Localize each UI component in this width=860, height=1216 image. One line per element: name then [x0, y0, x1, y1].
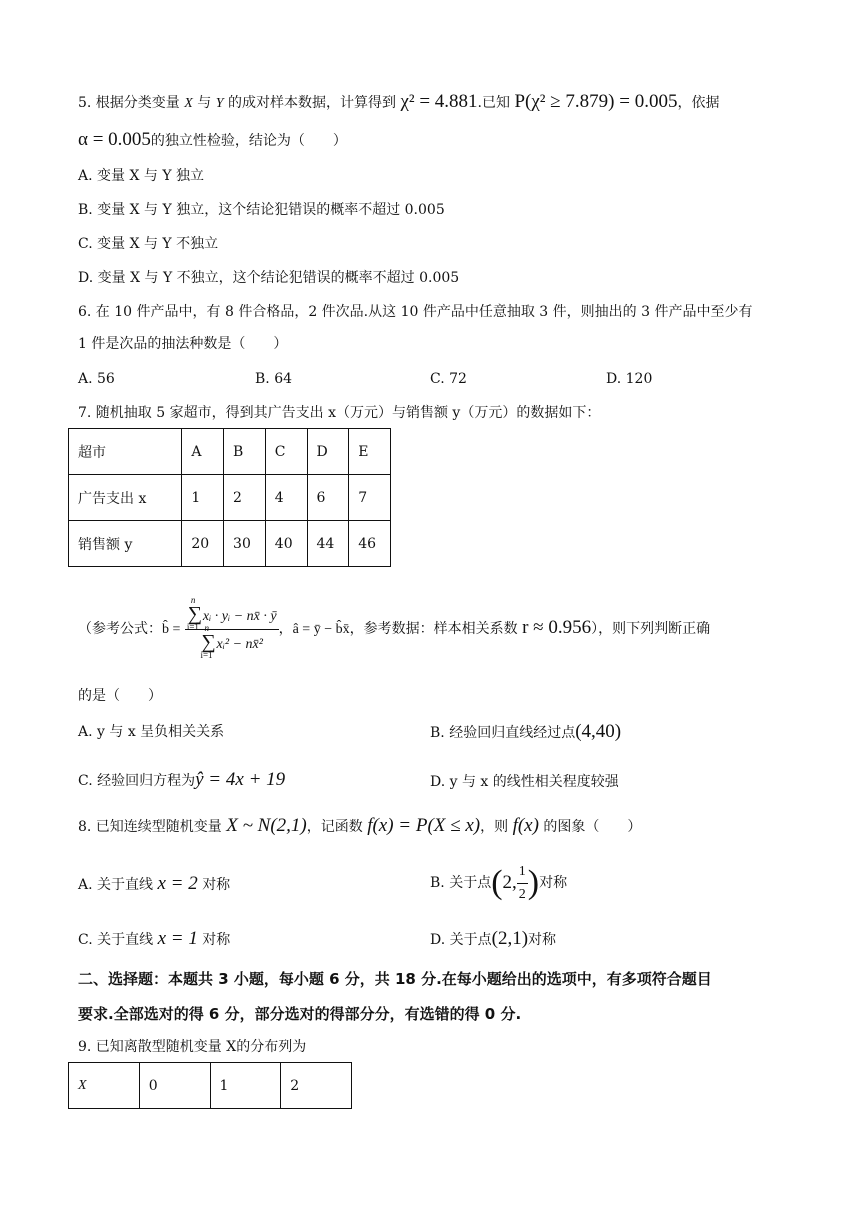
table-cell: 30 [224, 521, 266, 567]
q6-option-d: D. 120 [606, 371, 653, 387]
point-expr: (4,40) [575, 721, 622, 742]
table-cell: 销售额 y [69, 521, 182, 567]
table-cell: D [307, 429, 349, 475]
q5-option-c: C. 变量 X 与 Y 不独立 [78, 236, 219, 252]
q8-text: 的图象（ ） [538, 819, 642, 835]
formula-text: ），则下列判断正确 [591, 621, 711, 637]
probability-expr: P(χ² ≥ 7.879) = 0.005 [514, 91, 678, 112]
table-cell: A [182, 429, 224, 475]
sum-lower: i=1 [186, 621, 199, 632]
q6-line1: 6. 在 10 件产品中，有 8 件合格品，2 件次品.从这 10 件产品中任意抽取 3 件，则抽出的 3 件产品中至少有 [78, 304, 753, 320]
table-cell: 2 [224, 475, 266, 521]
option-text: C. 经验回归方程为 [78, 773, 196, 789]
sum-lower: i=1 [200, 649, 213, 660]
q8-option-a [78, 874, 230, 895]
table-cell: 46 [349, 521, 391, 567]
fraction-numerator: 1 [517, 863, 528, 884]
table-cell: 超市 [69, 429, 182, 475]
q5-line1 [78, 92, 719, 114]
table-cell: 20 [182, 521, 224, 567]
table-cell: 1 [182, 475, 224, 521]
q7-formula-line [78, 594, 711, 662]
option-text: D. 关于点 [430, 932, 492, 948]
q5-text: 5. 根据分类变量 [78, 95, 185, 111]
table-cell: 1 [210, 1063, 281, 1109]
var-x: X [184, 96, 193, 111]
q8-text: 8. 已知连续型随机变量 [78, 819, 227, 835]
sum-symbol: ∑ n i=1 [186, 594, 202, 632]
q8-option-b: B. 关于点(2, $\frac{1}{2}$ )对称 [430, 863, 568, 902]
option-text: C. 关于直线 [78, 932, 154, 948]
sum-symbol: ∑ n i=1 [200, 622, 216, 660]
section2-heading-line1: 二、选择题：本题共 3 小题，每小题 6 分，共 18 分.在每小题给出的选项中，有多项符合题目 [78, 970, 712, 988]
formula-text: ，参考数据：样本相关系数 [349, 621, 523, 637]
line-equation: x = 1 [157, 928, 198, 949]
sum-upper: n [190, 594, 196, 605]
table-cell: 44 [307, 521, 349, 567]
q5-line2 [78, 130, 347, 151]
q6-option-a: A. 56 [78, 371, 115, 387]
q7-data-table [68, 428, 391, 567]
q5-option-b: B. 变量 X 与 Y 独立，这个结论犯错误的概率不超过 0.005 [78, 202, 445, 218]
formula-prefix: （参考公式： [78, 621, 162, 637]
denominator-expr: xᵢ² − nx̄² [216, 636, 263, 652]
b-hat-fraction [185, 594, 279, 660]
symmetric-text: 对称 [528, 932, 557, 948]
table-cell: 6 [307, 475, 349, 521]
correlation-r: r ≈ 0.956 [522, 617, 592, 638]
q8-text: ，记函数 [306, 819, 368, 835]
table-cell: 2 [281, 1063, 352, 1109]
option-text: B. 经验回归直线经过点 [430, 725, 576, 741]
table-row [69, 475, 391, 521]
table-cell: B [224, 429, 266, 475]
q8-line1 [78, 816, 641, 837]
function-name: f(x) [512, 815, 539, 836]
q6-option-b: B. 64 [255, 371, 293, 387]
symmetric-text: 对称 [202, 932, 231, 948]
q8-option-c [78, 929, 230, 950]
option-text: A. 关于直线 [78, 877, 154, 893]
q5-text: .已知 [477, 95, 515, 111]
point-expr: 2, [502, 872, 517, 893]
table-cell: X [69, 1063, 140, 1109]
table-row [69, 521, 391, 567]
distribution-expr: X ~ N(2,1) [226, 815, 307, 836]
sum-upper: n [204, 622, 209, 633]
chi-square-value: χ² = 4.881 [400, 91, 478, 112]
half-fraction [517, 863, 528, 904]
q7-option-c [78, 770, 285, 791]
q5-text: 的成对样本数据，计算得到 [223, 95, 401, 111]
q7-line3: 的是（ ） [78, 688, 162, 704]
q5-option-d: D. 变量 X 与 Y 不独立，这个结论犯错误的概率不超过 0.005 [78, 270, 460, 286]
numerator-expr: xᵢ · yᵢ − nx̄ · ȳ [202, 608, 277, 624]
q5-text: 的独立性检验，结论为（ ） [150, 133, 347, 149]
q5-option-a: A. 变量 X 与 Y 独立 [78, 168, 205, 184]
table-row [69, 1063, 352, 1109]
table-cell: 4 [265, 475, 307, 521]
regression-equation: ŷ = 4x + 19 [195, 769, 286, 790]
section2-heading-line2: 要求.全部选对的得 6 分，部分选对的得部分分，有选错的得 0 分. [78, 1005, 522, 1023]
q5-text: ，依据 [677, 95, 720, 111]
table-cell: 广告支出 x [69, 475, 182, 521]
alpha-expr: α = 0.005 [78, 129, 151, 150]
function-expr: f(x) = P(X ≤ x) [367, 815, 481, 836]
q6-option-c: C. 72 [430, 371, 467, 387]
table-cell: 40 [265, 521, 307, 567]
table-cell: 0 [139, 1063, 210, 1109]
line-equation: x = 2 [157, 873, 198, 894]
point-expr: (2,1) [491, 928, 529, 949]
fraction-numerator [185, 594, 279, 632]
q7-line1: 7. 随机抽取 5 家超市，得到其广告支出 x（万元）与销售额 y（万元）的数据如下： [78, 405, 601, 421]
q9-distribution-table [68, 1062, 352, 1109]
table-cell: E [349, 429, 391, 475]
q7-option-b [430, 722, 621, 743]
symmetric-text: 对称 [539, 875, 568, 891]
q8-option-d [430, 929, 556, 950]
option-text: B. 关于点 [430, 875, 492, 891]
q7-option-a: A. y 与 x 呈负相关关系 [78, 724, 225, 740]
q9-line1: 9. 已知离散型随机变量 X的分布列为 [78, 1039, 307, 1055]
q8-text: ，则 [480, 819, 513, 835]
table-cell: 7 [349, 475, 391, 521]
table-row [69, 429, 391, 475]
q6-line2: 1 件是次品的抽法种数是（ ） [78, 336, 288, 352]
fraction-denominator: 2 [518, 886, 526, 902]
fraction-denominator [185, 622, 279, 660]
a-hat-expr: ，â = ȳ − b̂x̄ [278, 622, 350, 637]
table-cell: C [265, 429, 307, 475]
symmetric-text: 对称 [202, 877, 231, 893]
q5-text: 与 [192, 95, 216, 111]
b-hat: b̂ = [162, 622, 181, 637]
q7-option-d: D. y 与 x 的线性相关程度较强 [430, 774, 619, 790]
var-y: Y [215, 96, 224, 111]
